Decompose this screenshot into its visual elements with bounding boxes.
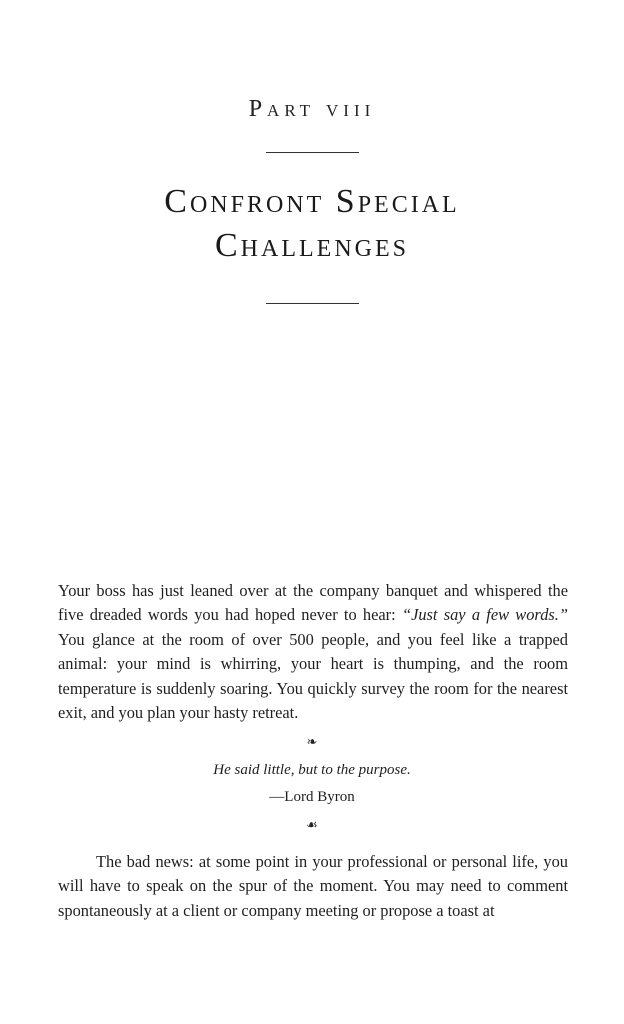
epigraph-attribution: —Lord Byron (269, 789, 355, 805)
body-paragraph (58, 850, 568, 923)
body-paragraph-text: The bad news: at some point in your professional or personal life, you will have to speak on the spur of the moment. You may need to comment spontaneously at a client or company meeting or propose a toast at (58, 852, 568, 920)
fleuron-ornament-icon: ❧ (306, 734, 318, 749)
intro-quoted-phrase: “Just say a few words.” (401, 605, 568, 625)
intro-text-after-quote: You glance at the room of over 500 people, and you feel like a trapped animal: your mind is whirring, your heart is thumping, and the room temperature is suddenly soaring. You quickly survey the room for the nearest exit, and you plan your hasty retreat. (58, 629, 568, 723)
intro-text-before-quote: Your boss has just leaned over at the company banquet and whispered the five dreaded words you had hoped never to hear: (58, 581, 568, 625)
chapter-title (60, 180, 564, 268)
divider-rule-bottom (266, 303, 359, 304)
fleuron-ornament-bottom-icon: ☙ (306, 817, 318, 832)
chapter-title-line-1: Confront Special (164, 183, 460, 220)
intro-paragraph (58, 579, 568, 725)
part-label: Part viii (248, 96, 376, 122)
chapter-title-line-2: Challenges (215, 227, 409, 264)
divider-rule-top (266, 152, 359, 153)
epigraph-quote: He said little, but to the purpose. (213, 762, 411, 778)
